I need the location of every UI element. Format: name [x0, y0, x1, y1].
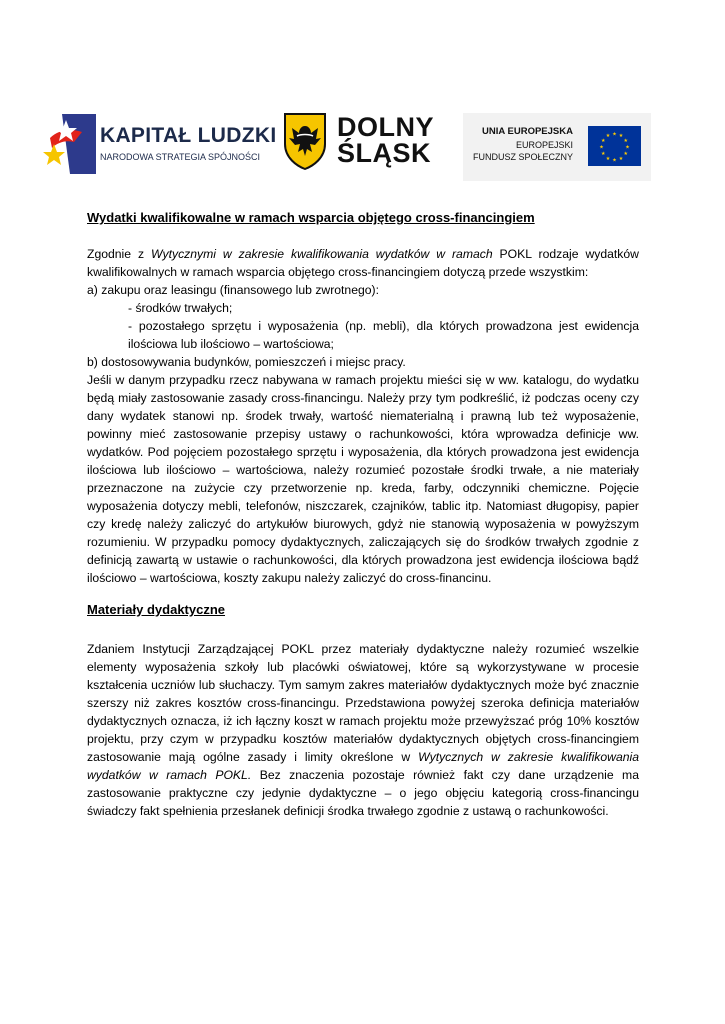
body-paragraph-2: Zdaniem Instytucji Zarządzającej POKL przez materiały dydaktyczne należy rozumieć wszelkie elementy wyposażenia szkoły lub placówki oświatowej, które są wykorzystywane w procesie kształcenia uczniów lub słuchaczy. Tym samym zakres materiałów dydaktycznych może być znacznie szerszy niż zakres kosztów cross-financingu. Przedstawiona powyżej szeroka definicja materiałów dydaktycznych oznacza, iż ich łączny koszt w ramach projektu może przewyższać próg 10% kosztów projektu, przy czym w przypadku kosztów materiałów dydaktycznych objętych cross-financingiem zastosowanie mają ogólne zasady i limity określone w Wytycznych w zakresie kwalifikowania wydatków w ramach POKL. Bez znaczenia pozostaje również fakt czy dane urządzenie ma zastosowanie praktyczne czy jedynie dydaktyczne – o jego objęciu kategorią cross-financingu świadczy fakt spełnienia przesłanek definicji środka trwałego zgodnie z ustawą o rachunkowości. [87, 642, 639, 818]
svg-text:★: ★ [623, 151, 629, 157]
eu-flag-icon [588, 126, 641, 166]
sub-item-equipment: - pozostałego sprzętu i wyposażenia (np. mebli), dla których prowadzona jest ewidencja ilościowa lub ilościowo – wartościowa; [128, 319, 639, 351]
svg-text:★: ★ [605, 155, 611, 162]
sub-item-fixed-assets: - środków trwałych; [128, 301, 233, 315]
body-paragraph-1: Jeśli w danym przypadku rzecz nabywana w ramach projektu mieści się w ww. katalogu, do wydatku będą miały zastosowanie zasady cross-financingu. Należy przy tym podkreślić, iż podczas oceny czy dany wydatek stanowi np. środek trwały, wartość niematerialną i prawną lub też wyposażenie, powinny mieć zastosowanie przepisy ustawy o rachunkowości, która wprowadza definicje ww. wydatków. Pod pojęciem pozostałego sprzętu i wyposażenia, dla których prowadzona jest ewidencja ilościowa lub ilościowo – wartościowa, należy rozumieć pozostałe środki trwałe, a nie materiały przeznaczone na zużycie czy przetworzenie np. kreda, farby, odczynniki chemiczne. Pojęcie wyposażenia dotyczy mebli, telefonów, niszczarek, czajników, tablic itp. Natomiast długopisy, papier czy kredę należy zaliczyć do artykułów biurowych, gdyż nie stanowią wyposażenia w powyższym rozumieniu. W przypadku pomocy dydaktycznych, zaliczających się do środków trwałych zgodnie z definicją zawartą w ustawie o rachunkowości, dla których prowadzona jest ewidencja ilościowa bądź ilościowo – wartościowa, koszty zakupu należy zaliczyć do cross-financinu. [87, 373, 639, 585]
kapital-ludzki-stars-icon [40, 108, 96, 178]
kapital-ludzki-logo [40, 108, 277, 180]
eu-title: UNIA EUROPEJSKA [482, 126, 573, 137]
svg-text:★: ★ [600, 137, 606, 144]
svg-text:★: ★ [612, 157, 617, 164]
logo-header [0, 0, 725, 190]
svg-text:★: ★ [618, 155, 624, 162]
eu-logo [463, 113, 651, 181]
svg-text:★: ★ [612, 131, 617, 138]
svg-text:★: ★ [605, 133, 611, 140]
dolny-slask-line1: DOLNY [337, 112, 434, 142]
svg-text:★: ★ [618, 133, 624, 140]
section-heading-cross-financing: Wydatki kwalifikowalne w ramach wsparcia objętego cross-financingiem [87, 210, 535, 225]
section-heading-teaching-materials: Materiały dydaktyczne [87, 602, 226, 617]
dolny-slask-logo [283, 112, 443, 176]
eu-subtitle-1: EUROPEJSKI [515, 140, 573, 150]
svg-text:★: ★ [599, 144, 604, 151]
intro-paragraph: Zgodnie z Wytycznymi w zakresie kwalifikowania wydatków w ramach POKL rodzaje wydatków kwalifikowalnych w ramach wsparcia objętego cross-financingiem dotyczą przede wszystkim: [87, 247, 639, 279]
kapital-ludzki-title: KAPITAŁ LUDZKI [100, 124, 277, 147]
eagle-crest-icon [283, 112, 327, 170]
svg-text:★: ★ [623, 137, 629, 144]
list-item-a: a) zakupu oraz leasingu (finansowego lub zwrotnego): [87, 283, 379, 297]
kapital-ludzki-subtitle: NARODOWA STRATEGIA SPÓJNOŚCI [100, 152, 261, 162]
document-body [87, 205, 639, 820]
list-item-b: b) dostosowywania budynków, pomieszczeń i miejsc pracy. [87, 355, 406, 369]
dolny-slask-line2: ŚLĄSK [337, 138, 432, 168]
eu-subtitle-2: FUNDUSZ SPOŁECZNY [472, 152, 573, 162]
svg-text:★: ★ [625, 144, 630, 151]
svg-text:★: ★ [600, 151, 606, 157]
